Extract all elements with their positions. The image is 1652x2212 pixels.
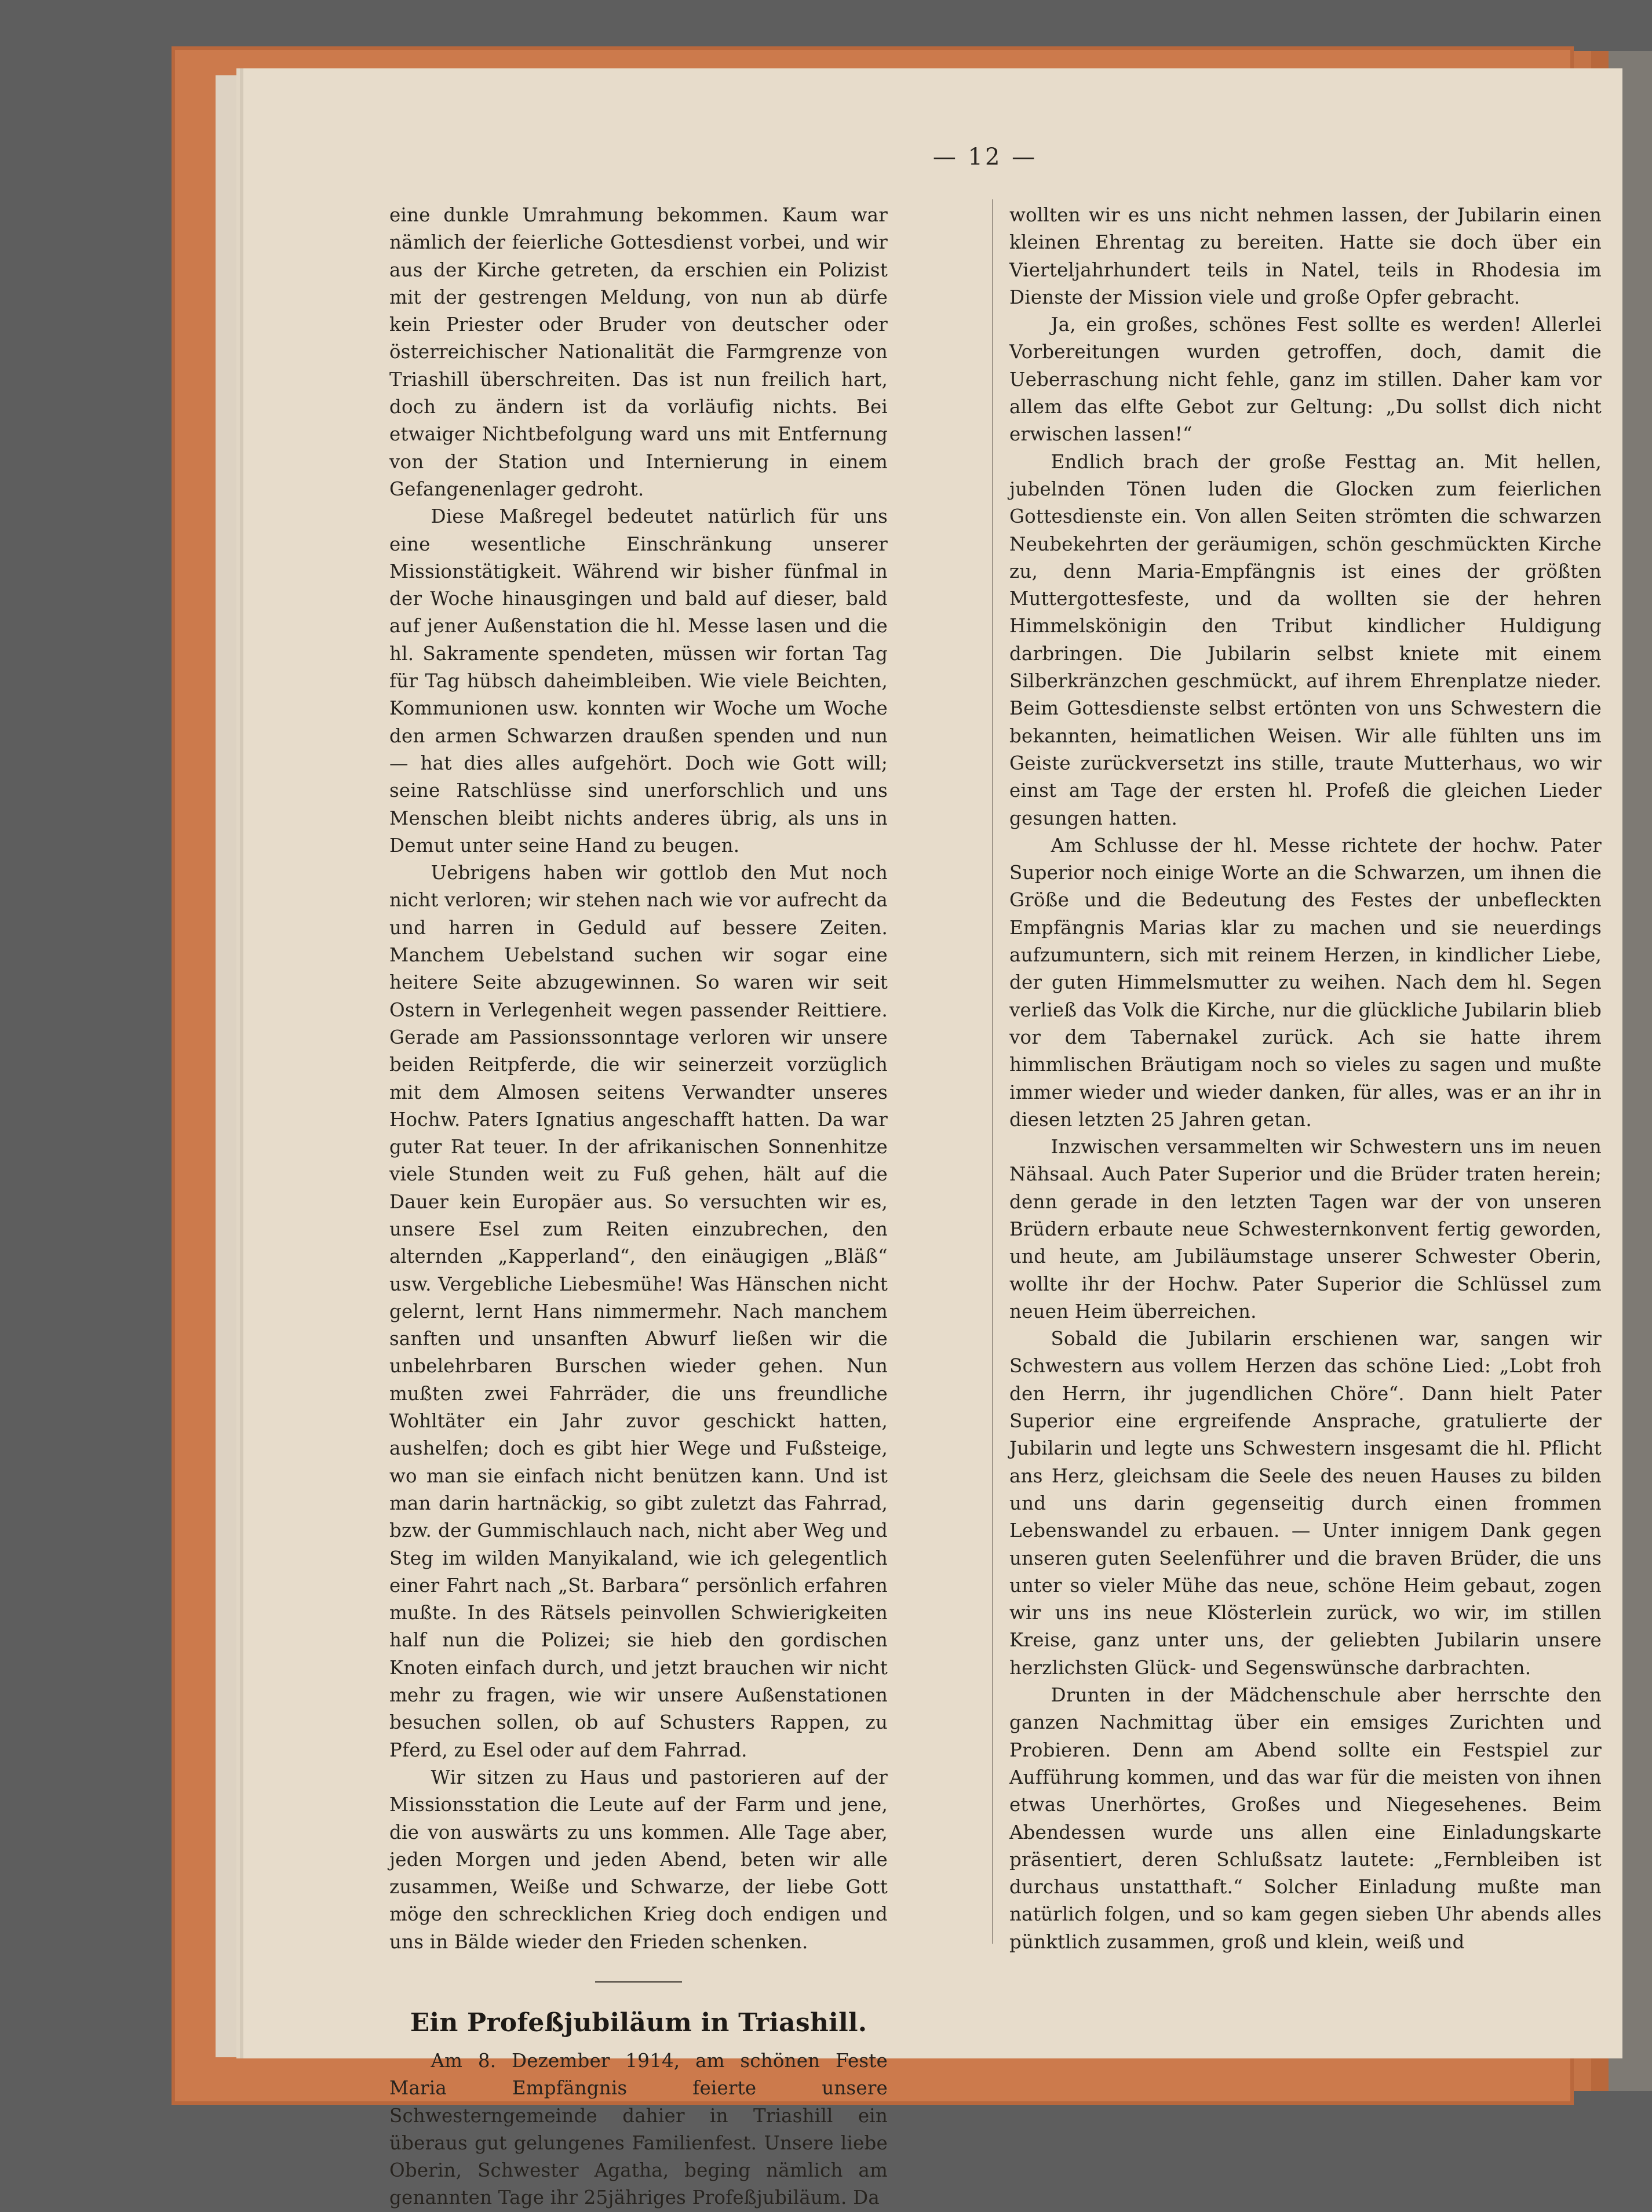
right-paragraph-6: Sobald die Jubilarin erschienen war, sangen wir Schwestern aus vollem Herzen das schöne Lied: „Lobt froh den Herrn, ihr jugendlichen Chöre“. Dann hielt Pater Superior eine ergreifende Ansprache, gratulierte der Jubilarin und legte uns Schwestern insgesamt die hl. Pflicht ans Herz, gleichsam die Seele des neuen Hauses zu bilden und uns darin gegenseitig durch einen frommen Lebenswandel zu erbauen. — Unter innigem Dank gegen unseren guten Seelenführer und die braven Brüder, die uns unter so vieler Mühe das neue, schöne Heim gebaut, zogen wir uns ins neue Klösterlein zurück, wo wir, im stillen Kreise, ganz unter uns, der geliebten Jubilarin unsere herzlichsten Glück- und Segenswünsche darbrachten. xyxy=(1009,1328,1602,1679)
left-paragraph-3: Uebrigens haben wir gottlob den Mut noch nicht verloren; wir stehen nach wie vor aufrecht da und harren in Geduld auf bessere Zeiten. Manchem Uebelstand suchen wir sogar eine heitere Seite abzugewinnen. So waren wir seit Ostern in Verlegenheit wegen passender Reittiere. Gerade am Passionssonntage verloren wir unsere beiden Reitpferde, die wir seinerzeit vorzüglich mit dem Almosen seitens Verwandter unseres Hochw. Paters Ignatius angeschafft hatten. Da war guter Rat teuer. In der afrikanischen Sonnenhitze viele Stunden weit zu Fuß gehen, hält auf die Dauer kein Europäer aus. So versuchten wir es, unsere Esel zum Reiten einzubrechen, den alternden „Kapperland“, den einäugigen „Bläß“ usw. Vergebliche Liebesmühe! Was Hänschen nicht gelernt, lernt Hans nimmermehr. Nach manchem sanften und unsanften Abwurf ließen wir die unbelehrbaren Burschen wieder gehen. Nun mußten zwei Fahrräder, die uns freundliche Wohltäter ein Jahr zuvor geschickt hatten, aushelfen; doch es gibt hier Wege und Fußsteige, wo man sie einfach nicht benützen kann. Und ist man darin hartnäckig, so gibt zuletzt das Fahrrad, bzw. der Gummischlauch nach, nicht aber Weg und Steg im wilden Manyikaland, wie ich gelegentlich einer Fahrt nach „St. Barbara“ persönlich erfahren mußte. In des Rätsels peinvollen Schwierigkeiten half nun die Polizei; sie hieb den gordischen Knoten einfach durch, und jetzt brauchen wir nicht mehr zu fragen, wie wir unsere Außenstationen besuchen sollen, ob auf Schusters Rappen, zu Pferd, zu Esel oder auf dem Fahrrad. xyxy=(389,862,888,1761)
section-divider xyxy=(595,1981,682,1983)
left-paragraph-1: eine dunkle Umrahmung bekommen. Kaum war nämlich der feierliche Gottesdienst vorbei, und wir aus der Kirche getreten, da erschien ein Polizist mit der gestrengen Meldung, von nun ab dürfe kein Priester oder Bruder von deutscher oder österreichischer Nationalität die Farmgrenze von Triashill überschreiten. Das ist nun freilich hart, doch zu ändern ist da vorläufig nichts. Bei etwaiger Nichtbefolgung ward uns mit Entfernung von der Station und Internierung in einem Gefangenenlager gedroht. xyxy=(389,204,888,500)
right-paragraph-7: Drunten in der Mädchenschule aber herrschte den ganzen Nachmittag über ein emsiges Zurichten und Probieren. Denn am Abend sollte ein Festspiel zur Aufführung kommen, und das war für die meisten von ihnen etwas Unerhörtes, Großes und Niegesehenes. Beim Abendessen wurde uns allen eine Einladungskarte präsentiert, deren Schlußsatz lautete: „Fernbleiben ist durchaus unstatthaft.“ Solcher Einladung mußte man natürlich folgen, und so kam gegen sieben Uhr abends alles pünktlich zusammen, groß und klein, weiß und xyxy=(1009,1684,1602,1953)
right-paragraph-3: Endlich brach der große Festtag an. Mit hellen, jubelnden Tönen luden die Glocken zum feierlichen Gottesdienste ein. Von allen Seiten strömten die schwarzen Neubekehrten der geräumigen, schön geschmückten Kirche zu, denn Maria-Empfängnis ist eines der größten Muttergottesfeste, und da wollten sie der hehren Himmelskönigin den Tribut kindlicher Huldigung darbringen. Die Jubilarin selbst kniete mit einem Silberkränzchen geschmückt, auf ihrem Ehrenplatze nieder. Beim Gottesdienste selbst ertönten von uns Schwestern die bekannten, heimatlichen Weisen. Wir alle fühlten uns im Geiste zurückversetzt ins stille, traute Mutterhaus, wo wir einst am Tage der ersten hl. Profeß die gleichen Lieder gesungen hatten. xyxy=(1009,450,1602,829)
right-paragraph-2: Ja, ein großes, schönes Fest sollte es werden! Allerlei Vorbereitungen wurden getroffen, doch, damit die Ueberraschung nicht fehle, ganz im stillen. Daher kam vor allem das elfte Gebot zur Geltung: „Du sollst dich nicht erwischen lassen!“ xyxy=(1009,314,1602,446)
article-heading: Ein Profeßjubiläum in Triashill. xyxy=(410,2008,867,2038)
right-paragraph-5: Inzwischen versammelten wir Schwestern uns im neuen Nähsaal. Auch Pater Superior und die Brüder traten herein; denn gerade in den letzten Tagen war der von unseren Brüdern erbaute neue Schwesternkonvent fertig geworden, und heute, am Jubiläumstage unserer Schwester Oberin, wollte ihr der Hochw. Pater Superior die Schlüssel zum neuen Heim überreichen. xyxy=(1009,1136,1602,1322)
left-paragraph-5: Am 8. Dezember 1914, am schönen Feste Maria Empfängnis feierte unsere Schwesterngemeinde dahier in Triashill ein überaus gut gelungenes Familienfest. Unsere liebe Oberin, Schwester Agatha, beging nämlich am genannten Tage ihr 25jähriges Profeßjubiläum. Da xyxy=(389,2050,888,2209)
left-paragraph-2: Diese Maßregel bedeutet natürlich für uns eine wesentliche Einschränkung unserer Missionstätigkeit. Während wir bisher fünfmal in der Woche hinausgingen und bald auf dieser, bald auf jener Außenstation die hl. Messe lasen und die hl. Sakramente spendeten, müssen wir fortan Tag für Tag hübsch daheimbleiben. Wie viele Beichten, Kommunionen usw. konnten wir Woche um Woche den armen Schwarzen draußen spenden und nun — hat dies alles aufgehört. Doch wie Gott will; seine Ratschlüsse sind unerforschlich und uns Menschen bleibt nichts anderes übrig, als uns in Demut unter seine Hand zu beugen. xyxy=(389,505,888,857)
left-paragraph-4: Wir sitzen zu Haus und pastorieren auf der Missionsstation die Leute auf der Farm und jene, die von auswärts zu uns kommen. Alle Tage aber, jeden Morgen und jeden Abend, beten wir alle zusammen, Weiße und Schwarze, der liebe Gott möge den schrecklichen Krieg doch endigen und uns in Bälde wieder den Frieden schenken. xyxy=(389,1766,888,1953)
right-column xyxy=(1009,202,1602,1953)
left-column xyxy=(389,202,888,2209)
column-rule xyxy=(992,199,993,1944)
page-number: — 12 — xyxy=(932,144,1038,170)
right-paragraph-1: wollten wir es uns nicht nehmen lassen, der Jubilarin einen kleinen Ehrentag zu bereiten. Hatte sie doch über ein Vierteljahrhundert teils in Natel, teils in Rhodesia im Dienste der Mission viele und große Opfer gebracht. xyxy=(1009,204,1602,308)
right-paragraph-4: Am Schlusse der hl. Messe richtete der hochw. Pater Superior noch einige Worte an die Schwarzen, um ihnen die Größe und die Bedeutung des Festes der unbefleckten Empfängnis Marias klar zu machen und sie neuerdings aufzumuntern, sich mit reinem Herzen, in kindlicher Liebe, der guten Himmelsmutter zu weihen. Nach dem hl. Segen verließ das Volk die Kirche, nur die glückliche Jubilarin blieb vor dem Tabernakel zurück. Ach sie hatte ihrem himmlischen Bräutigam noch so vieles zu sagen und mußte immer wieder und wieder danken, für alles, was er an ihr in diesen letzten 25 Jahren getan. xyxy=(1009,834,1602,1131)
